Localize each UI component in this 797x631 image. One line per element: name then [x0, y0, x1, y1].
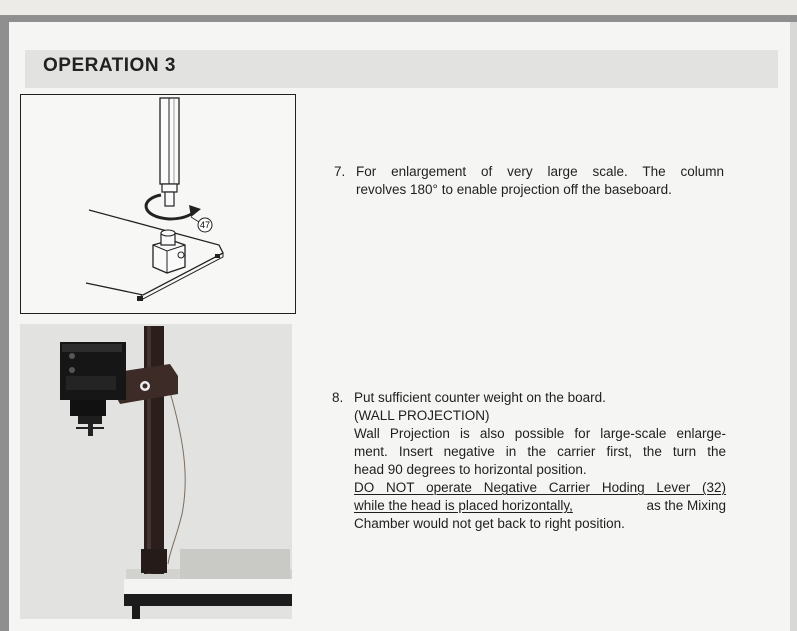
top-band [0, 0, 797, 15]
column-rotation-illustration [20, 94, 296, 314]
left-frame-bar [0, 22, 9, 631]
step-text-line: head 90 degrees to horizontal position. [354, 462, 587, 477]
page-title: OPERATION 3 [43, 55, 176, 76]
enlarger-photo-drawing [20, 324, 292, 619]
warning-underlined-text: while the head is placed horizontally, [354, 498, 573, 513]
step-8 [332, 389, 732, 531]
column-rotation-drawing [21, 95, 294, 312]
warning-text: as the Mixing [646, 498, 726, 513]
wall-projection-photo [20, 324, 292, 619]
step-text-line: Wall Projection is also possible for large-scale enlarge- [354, 426, 726, 441]
right-frame-bar [790, 22, 797, 631]
warning-line [354, 497, 726, 515]
step-text-line: revolves 180° to enable projection off the baseboard. [356, 182, 672, 197]
step-number: 8. [332, 390, 344, 405]
step-text-line: ment. Insert negative in the carrier first, the turn the [354, 444, 726, 459]
step-text-line: For enlargement of very large scale. The column [356, 164, 724, 179]
section-subheading: (WALL PROJECTION) [354, 408, 490, 423]
top-frame-bar [0, 15, 797, 22]
step-number: 7. [334, 164, 346, 179]
step-text-line: Put sufficient counter weight on the board. [354, 390, 606, 405]
warning-line: DO NOT operate Negative Carrier Hoding Lever (32) [354, 480, 726, 495]
step-7 [334, 163, 728, 203]
callout-number: 47 [199, 220, 211, 230]
step-text-line: Chamber would not get back to right position. [354, 516, 625, 531]
